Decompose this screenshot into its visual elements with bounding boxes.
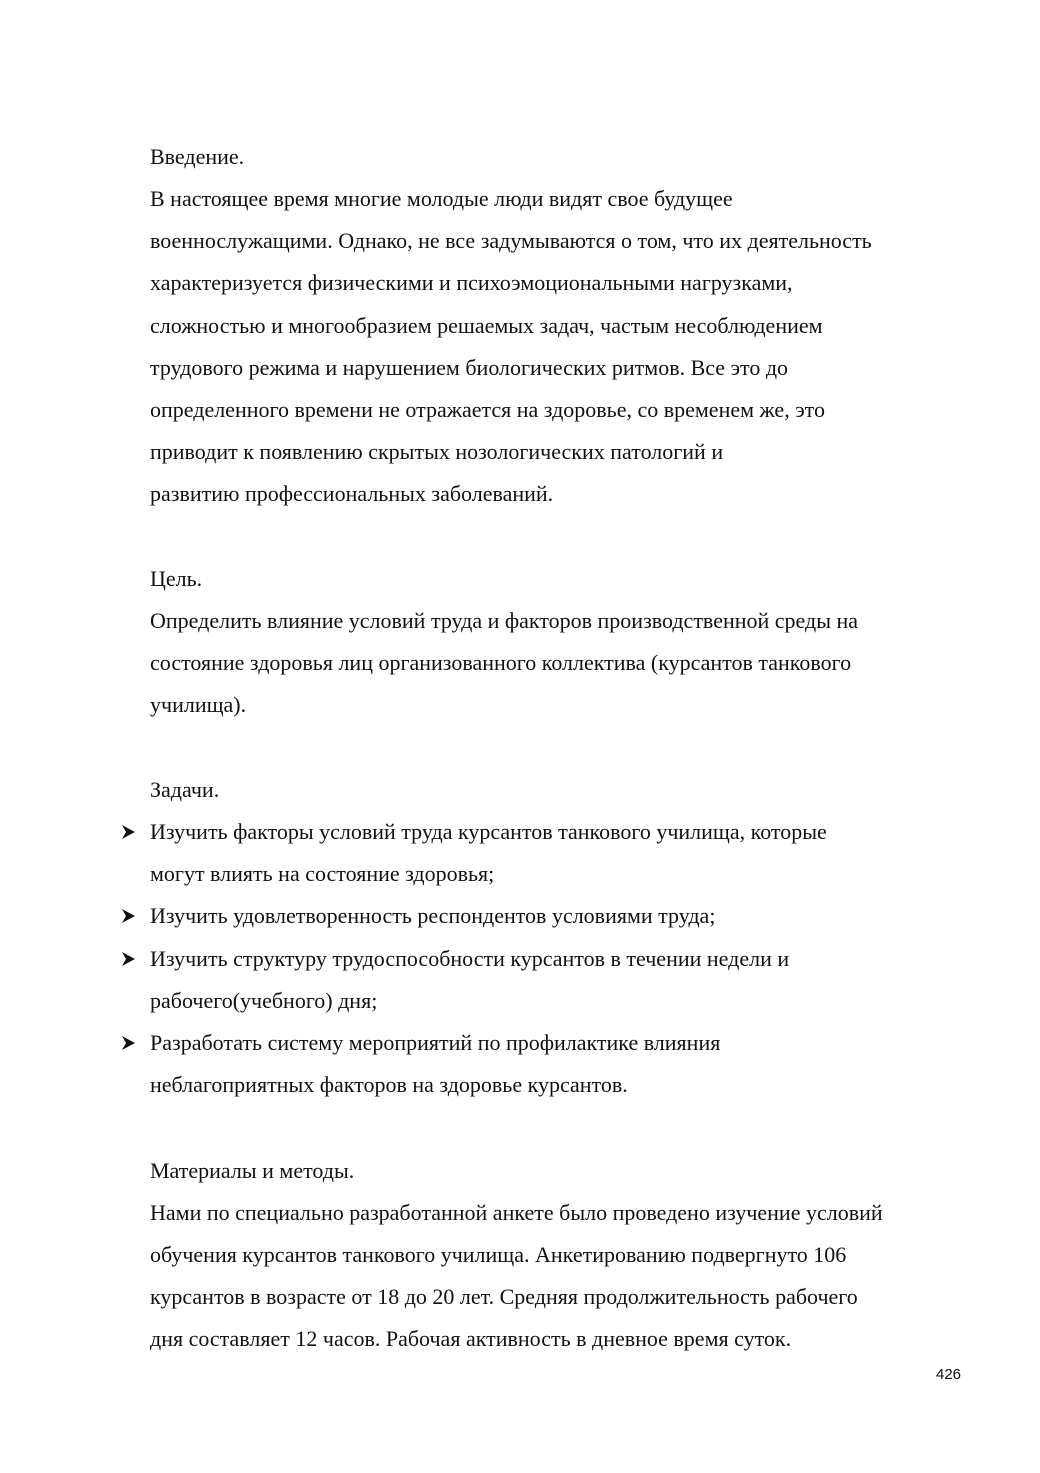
intro-line: трудового режима и нарушением биологических ритмов. Все это до (150, 355, 789, 380)
intro-line: сложностью и многообразием решаемых задач, частым несоблюдением (150, 313, 823, 338)
goal-line: училища). (150, 692, 247, 717)
intro-line: военнослужащими. Однако, не все задумываются о том, что их деятельность (150, 228, 872, 253)
task-item-line: Разработать систему мероприятий по профилактике влияния (150, 1030, 721, 1055)
tasks-heading: Задачи. (150, 777, 220, 802)
arrow-bullet-icon (118, 902, 138, 930)
intro-line: приводит к появлению скрытых нозологических патологий и (150, 439, 724, 464)
intro-line: характеризуется физическими и психоэмоциональными нагрузками, (150, 270, 793, 295)
arrow-bullet-icon (118, 1029, 138, 1057)
task-item-line: рабочего(учебного) дня; (150, 988, 378, 1013)
page-number: 426 (936, 1366, 962, 1383)
goal-line: Определить влияние условий труда и факторов производственной среды на (150, 608, 859, 633)
intro-line: развитию профессиональных заболеваний. (150, 481, 554, 506)
intro-heading: Введение. (150, 144, 245, 169)
task-item-line: Изучить факторы условий труда курсантов танкового училища, которые (150, 819, 827, 844)
arrow-bullet-icon (118, 945, 138, 973)
goal-heading: Цель. (150, 566, 203, 591)
methods-line: Нами по специально разработанной анкете было проведено изучение условий (150, 1200, 883, 1225)
goal-line: состояние здоровья лиц организованного коллектива (курсантов танкового (150, 650, 852, 675)
methods-line: дня составляет 12 часов. Рабочая активность в дневное время суток. (150, 1326, 792, 1351)
task-item-line: могут влиять на состояние здоровья; (150, 861, 495, 886)
task-item-line: Изучить структуру трудоспособности курсантов в течении недели и (150, 946, 790, 971)
methods-line: курсантов в возрасте от 18 до 20 лет. Средняя продолжительность рабочего (150, 1284, 858, 1309)
task-item-line: Изучить удовлетворенность респондентов условиями труда; (150, 903, 716, 928)
methods-line: обучения курсантов танкового училища. Анкетированию подвергнуто 106 (150, 1242, 847, 1267)
intro-line: В настоящее время многие молодые люди видят свое будущее (150, 186, 733, 211)
intro-line: определенного времени не отражается на здоровье, со временем же, это (150, 397, 825, 422)
methods-heading: Материалы и методы. (150, 1158, 355, 1183)
task-item-line: неблагоприятных факторов на здоровье курсантов. (150, 1072, 628, 1097)
arrow-bullet-icon (118, 818, 138, 846)
